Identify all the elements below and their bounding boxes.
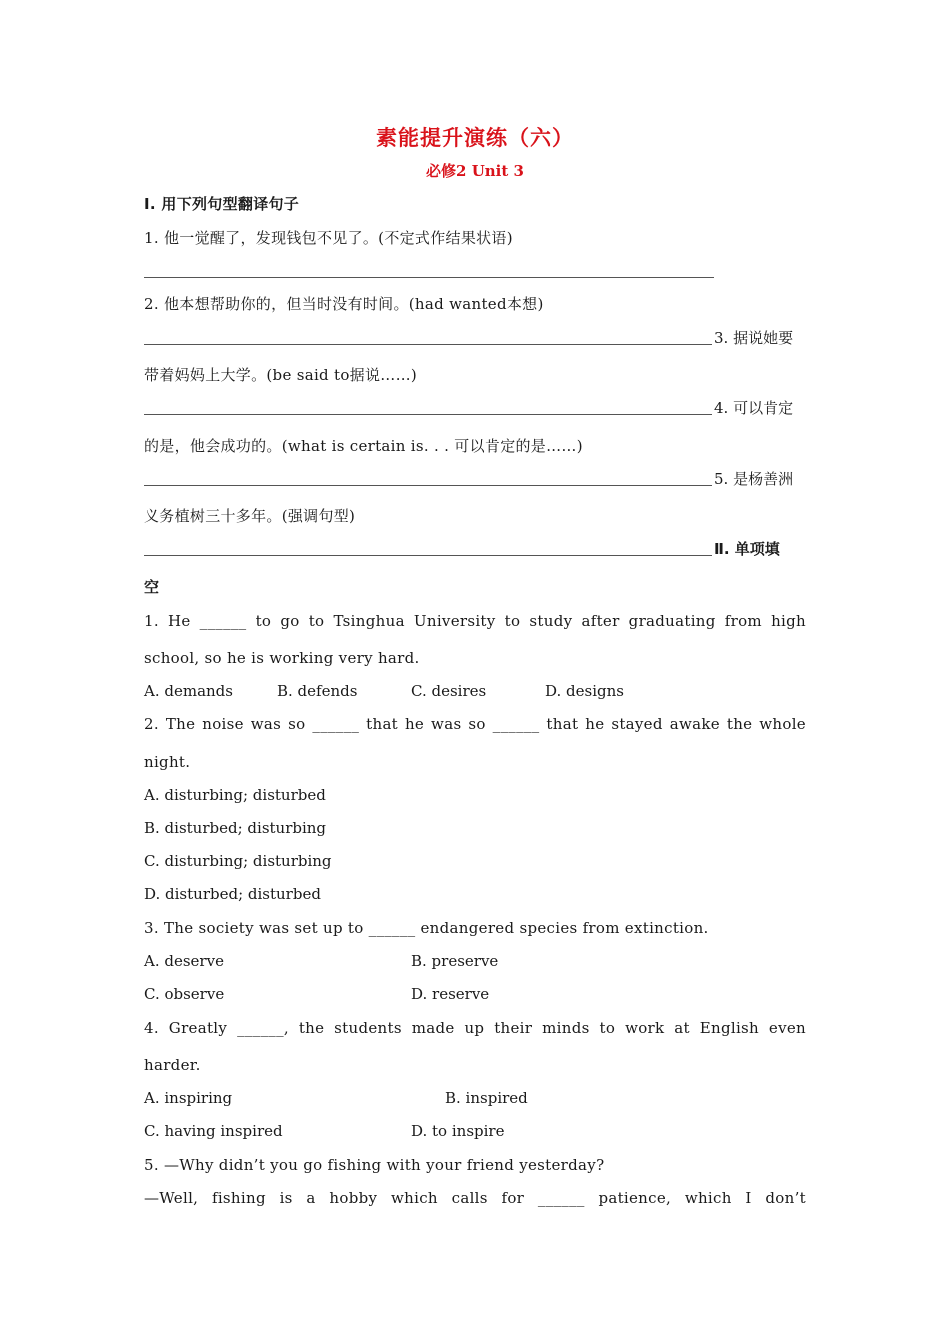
mc-q4-option-a[interactable]: A. inspiring [144,1089,233,1107]
mc-q4-option-b[interactable]: B. inspired [445,1089,528,1107]
answer-line-5[interactable] [144,555,712,556]
translate-q4-rest: 的是，他会成功的。(what is certain is. . . 可以肯定的是……) [144,437,583,455]
mc-q2-option-d[interactable]: D. disturbed; disturbed [144,885,321,903]
answer-line-3[interactable] [144,414,712,415]
translate-q4-start: 4. 可以肯定 [714,399,794,417]
mc-q1-option-c[interactable]: C. desires [411,682,487,700]
page-subtitle: 必修2 Unit 3 [426,162,524,180]
section-2-heading-start: Ⅱ. 单项填 [714,540,780,558]
answer-line-2[interactable] [144,344,712,345]
translate-q5-start: 5. 是杨善洲 [714,470,794,488]
mc-q2-option-c[interactable]: C. disturbing; disturbing [144,852,332,870]
mc-q2-line2: night. [144,753,191,771]
mc-q2-option-b[interactable]: B. disturbed; disturbing [144,819,327,837]
mc-q3-option-b[interactable]: B. preserve [411,952,499,970]
translate-q3-start: 3. 据说她要 [714,329,794,347]
mc-q1-line2: school, so he is working very hard. [144,649,420,667]
mc-q1-option-d[interactable]: D. designs [545,682,624,700]
mc-q5-line2: —Well, fishing is a hobby which calls for ______ patience, which I don’t [144,1189,806,1207]
mc-q2-option-a[interactable]: A. disturbing; disturbed [144,786,326,804]
mc-q1-line1: 1. He ______ to go to Tsinghua University to study after graduating from high [144,612,806,630]
mc-q1-option-a[interactable]: A. demands [144,682,233,700]
translate-q2: 2. 他本想帮助你的，但当时没有时间。(had wanted本想) [144,295,544,313]
mc-q3-line1: 3. The society was set up to ______ endangered species from extinction. [144,919,709,937]
mc-q3-option-c[interactable]: C. observe [144,985,225,1003]
mc-q3-option-d[interactable]: D. reserve [411,985,490,1003]
mc-q4-line1: 4. Greatly ______, the students made up their minds to work at English even [144,1019,806,1037]
translate-q3-rest: 带着妈妈上大学。(be said to据说……) [144,366,418,384]
mc-q3-option-a[interactable]: A. deserve [144,952,224,970]
mc-q5-line1: 5. —Why didn’t you go fishing with your friend yesterday? [144,1156,605,1174]
mc-q4-line2: harder. [144,1056,201,1074]
translate-q1: 1. 他一觉醒了，发现钱包不见了。(不定式作结果状语) [144,229,513,247]
section-2-heading-rest: 空 [144,578,160,596]
mc-q4-option-c[interactable]: C. having inspired [144,1122,283,1140]
page-title: 素能提升演练（六） [376,125,574,150]
mc-q2-line1: 2. The noise was so ______ that he was so ______ that he stayed awake the whole [144,715,806,733]
mc-q4-option-d[interactable]: D. to inspire [411,1122,505,1140]
answer-line-1[interactable] [144,277,714,278]
answer-line-4[interactable] [144,485,712,486]
mc-q1-option-b[interactable]: B. defends [277,682,358,700]
section-1-heading: Ⅰ. 用下列句型翻译句子 [144,195,300,213]
translate-q5-rest: 义务植树三十多年。(强调句型) [144,507,356,525]
